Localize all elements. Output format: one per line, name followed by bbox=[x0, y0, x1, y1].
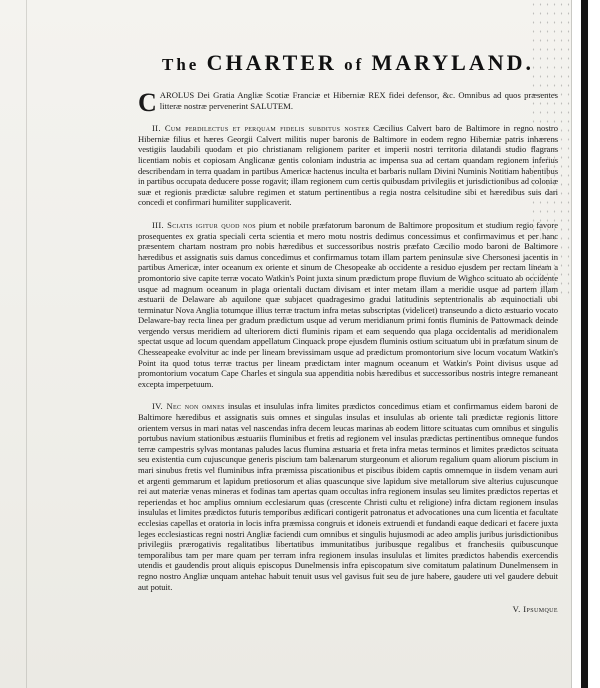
title-of: of bbox=[344, 55, 365, 74]
salutation-text: AROLUS Dei Gratia Angliæ Scotiæ Franciæ et Hiberniæ REX fidei defensor, &c. Omnibus ad quos præsentes litteræ nostræ pervenerint SALUTEM. bbox=[159, 90, 558, 111]
paragraph-iii bbox=[138, 220, 558, 390]
document-title bbox=[138, 50, 558, 76]
paragraph-iii-text: pium et nobile præfatorum baronum de Baltimore propositum et studium regio favore prosequentes ex gratia speciali certa scientia et mero motu nostris dedimus concessimus et confirmavimus et per hanc præsentem chartam nostram pro nobis hæredibus et successoribus nostris præfato Cæcilio modo baroni de Baltimore hæredibus et assignatis suis damus concedimus et confirmamus totam illam partem peninsulæ sive Chersonesi jacentis in partibus Americæ, inter oceanum ex oriente et sinum de Chesopeake ab occidente a residuo ejusdem per rectam lineam a promontorio sive capite terræ vocato Watkin's Point juxta sinum prædictum prope fluvium de Wighco scituato ab occidente usque ad magnum oceanum in plaga orientali ductam divisam et inter metam illam a meridie usque ad partem illam æstuarii de Delaware ab aquilone quæ subjacet quadragesimo gradui latitudinis septentrionalis ab æquinoctiali ubi terminatur Nova Anglia totumque illius terræ tractum infra metas subscriptas (videlicet) transeundo a dicto æstuario vocato Delaware-bay recta linea per gradum prædictum usque ad verum meridianum primi fontis fluminis de Pattowmack deinde vergendo versus meridiem ad ulteriorem dicti fluminis ripam et eam sequendo qua plaga occidentalis ad meridionalem spectat usque ad locum quendam appellatum Cinquack prope ejusdem fluminis ostium scituatum ubi in præfatum sinum de Chesseapeake evolvitur ac inde per lineam brevissimam usque ad prædictum promontorium sive locum vocatum Watkin's Point ita quod totus terræ tractus per lineam prædictam inter magnum oceanum et Watkin's Point divisus usque ad promontorium vocatum Cape Charles et singula sua appenditia nobis hæredibus et successoribus nostris integre remaneant excepta imperpetuum. bbox=[138, 219, 559, 389]
scan-edge-bar bbox=[581, 0, 588, 688]
paragraph-iv-lead: IV. Nec non omnes bbox=[152, 401, 225, 412]
charter-text-block bbox=[138, 50, 558, 614]
paragraph-iv-text: insulas et insululas infra limites prædictos concedimus etiam et confirmamus eidem baroni de Baltimore hæredibus et assignatis suis omnes et singulas insulas et insululas ab oriente tali prædictæ regionis littore orientem versus in mari natas vel nascendas infra decem leucas marinas ab eodem littore scituatas cum omnibus et singulis portubus navium stationibus æstuariis fluminibus et fretis ad regionem vel insulas prædictas pertinentibus omneque fundos terræ campestris sylvas montanas paludes lacus flumina æstuaria et freta infra metas terminos et limites prædictos scituata seu existentia cum cujuscunque generis piscium tam balænarum sturgeonum et aliorum regalium quam aliorum piscium in mari sinubus fretis vel fluminibus infra præmissa piscationibus et piscibus ibidem captis omnemque in iisdem venam auri et argenti gemmarum et lapidum pretiosorum et alias quascunque sive lapidum sive metallorum sive alterius cujuscunque rei aut materiæ venas mineras et fodinas tam apertas quam occultas infra regionem insulas seu limites prædictos repertas et reperiendas et hoc amplius omnium ecclesiarum quas (crescente Christi cultu et religione) infra dictam regionem insulas insululas et limites prædictos futuris temporibus ædificari contigerit patronatus et advocationes una cum licentia et facultate ecclesias capellas et oratoria in locis infra præmissa congruis et idoneis extruendi et fundandi eaque dedicari et facere juxta leges ecclesiasticas regni nostri Angliæ faciendi cum omnibus et singulis hujusmodi ac adeo amplis juribus jurisdictionibus privilegiis prærogativis regalitatibus libertatibus immunitatibus juribusque regalibus et franchesiis quibuscunque temporalibus tam per mare quam per terram infra regionem insulas insululas et limites prædictos habendis exercendis utendis et gaudendis prout aliquis episcopus Dunelmensis infra episcopatum sive comitatum palatinum Dunelmensem in regno nostro Angliæ unquam antehac habuit tenuit usus vel gavisus fuit seu de jure habere, gaudere uti vel gaudere debuit aut potuit. bbox=[138, 401, 558, 592]
paragraph-iii-lead: III. Sciatis igitur quod nos bbox=[152, 219, 256, 230]
page-fold-line bbox=[26, 0, 27, 688]
title-the: The bbox=[161, 55, 200, 74]
title-maryland: MARYLAND. bbox=[371, 50, 534, 75]
salutation-paragraph bbox=[138, 88, 558, 117]
paragraph-iv bbox=[138, 401, 558, 592]
scan-margin bbox=[571, 0, 600, 688]
paragraph-ii bbox=[138, 123, 558, 208]
paragraph-ii-text: Cæcilius Calvert baro de Baltimore in regno nostro Hiberniæ filius et hæres Georgii Calvert militis nuper baronis de Baltimore in eodem regno Hiberniæ patris inhærens vestigiis laudabili quodam et pio christianam religionem pariter et imperii nostri territoria dilatandi studio flagrans licentiam nobis et copiosam Anglicanæ gentis coloniam industria ac impensa sua ad certam quandam regionem inferius describendam in terra quadam in partibus Americæ hactenus inculta et barbaris nullam Divini Numinis Notitiam habentibus in partibus occupata deducere posse rogavit; illam regionem cum certis quibusdam privilegiis et jurisdictionibus ad coloniæ suæ et regionis prædictæ salubre regimen et statum pertinentibus a regia nostra celsitudine sibi et hæredibus suis dari concedi et confirmari humiliter supplicaverit. bbox=[138, 123, 558, 208]
drop-cap: C bbox=[138, 88, 157, 117]
title-charter: CHARTER bbox=[206, 50, 337, 75]
paragraph-ii-lead: II. Cum perdilectus et perquam fidelis subditus noster bbox=[152, 123, 370, 134]
catchword: V. Ipsumque bbox=[512, 604, 558, 615]
